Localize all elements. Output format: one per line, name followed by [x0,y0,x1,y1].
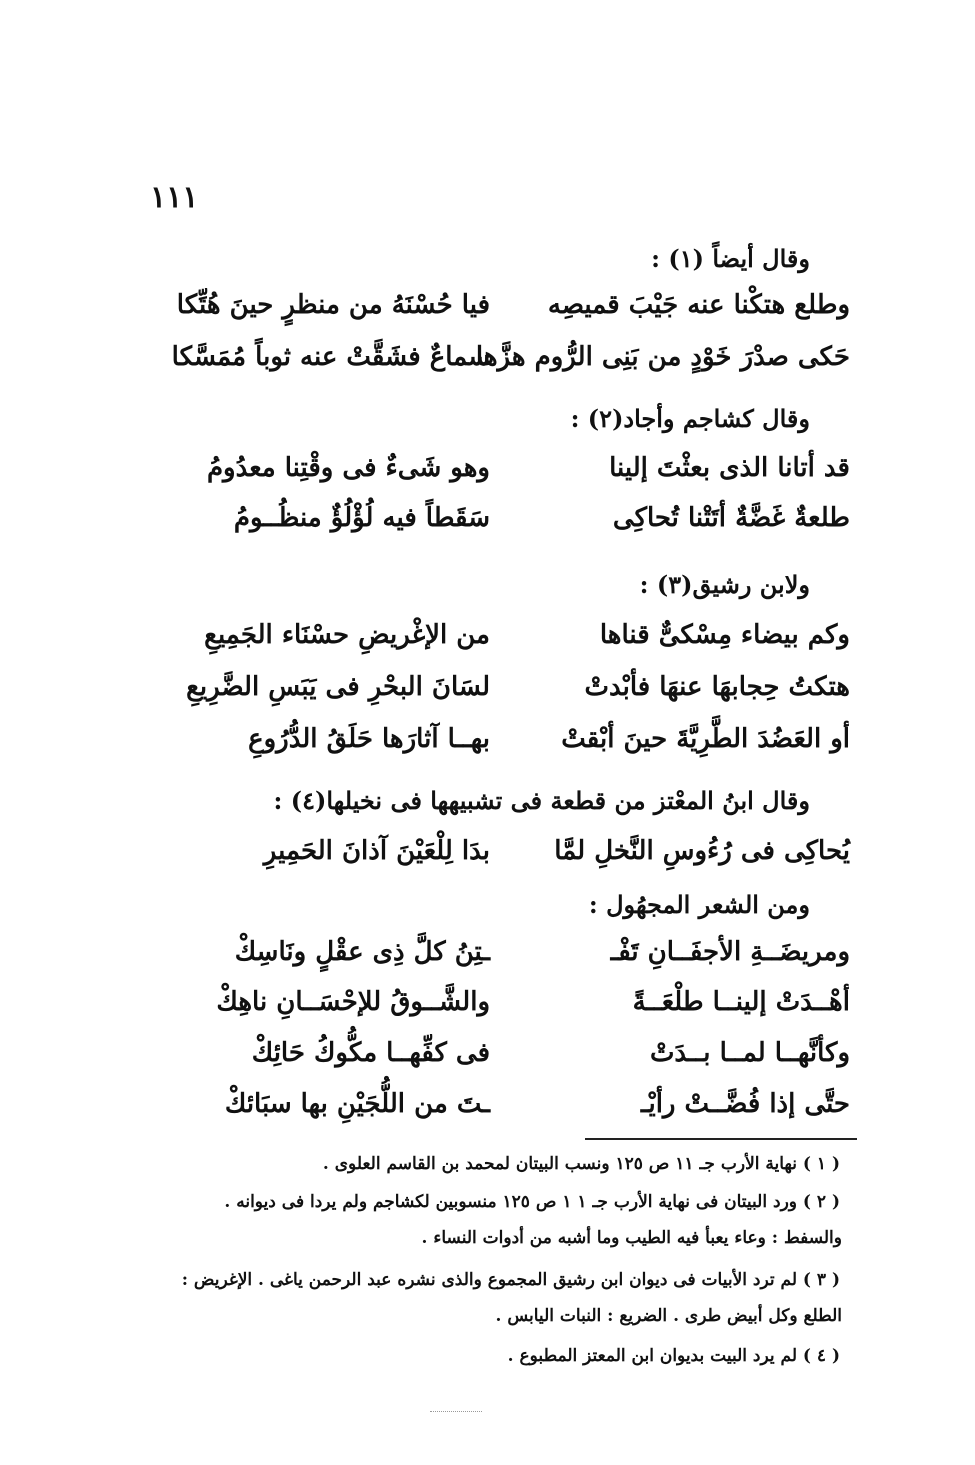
verse-first-hemistich: وكأنَّهــا لمــا بــدَتْ [649,1038,850,1068]
verse-line [160,836,850,880]
verse-line [160,724,850,768]
footnote-4: ( ٤ ) لم يرد البيت بديوان ابن المعتز المطبوع . [507,1346,840,1366]
verse-second-hemistich: ـتِنُ كلَّ ذِى عقْلٍ ونَاسِكْ [234,937,490,967]
verse-line [160,620,850,664]
verse-second-hemistich: وهو شَىءٌ فى وقْتِنا معدُومُ [206,453,490,483]
footnote-2-continued: والسفط : وعاء يعبأ فيه الطيب وما أشبه من أدوات النساء . [421,1228,842,1248]
section-heading: وقال أيضاً (١) : [651,244,810,273]
verse-line [160,342,850,386]
verse-second-hemistich: بدَا لِلْعَيْنَ آذانَ الحَمِيرِ [263,836,490,866]
footnote-divider [585,1138,857,1140]
verse-line [160,1089,850,1133]
page-number: ١١١ [150,180,199,215]
verse-first-hemistich: حتَّى إذا فُضَّــتْ رأيْـ [640,1089,850,1119]
verse-line [160,937,850,981]
section-heading: وقال ابنُ المعْتز من قطعة فى تشبيهها فى نخيلها(٤) : [273,786,810,815]
verse-second-hemistich: سَقَطاً فيه لُؤْلُؤٌ منظُــومُ [233,503,490,533]
verse-second-hemistich: سماعٌ فشَقَّتْ عنه ثوباً مُمَسَّكا [171,342,490,372]
verse-first-hemistich: يُحاكِى فى رُءُوسِ النَّخلِ لمَّا [554,836,850,866]
verse-second-hemistich: بهــا آثارَها حَلَقُ الدُّرُوعِ [248,724,490,754]
verse-line [160,1038,850,1082]
footnote-3: ( ٣ ) لم ترد الأبيات فى ديوان ابن رشيق المجموع والذى نشره عبد الرحمن ياغى . الإغريض : [181,1270,840,1290]
verse-line [160,453,850,497]
print-smudge [430,1411,482,1412]
verse-first-hemistich: قد أتانا الذى بعثْتَ إلينا [609,453,850,483]
verse-second-hemistich: لسَانَ البحْرِ فى يَبَسِ الضَّرِيعِ [186,672,490,702]
verse-line [160,672,850,716]
verse-first-hemistich: طلعةٌ غَضَّةٌ أتَتْنا تُحاكِى [612,503,850,533]
verse-second-hemistich: فيا حُسْنَهُ من منظرٍ حينَ هُتِّكا [176,290,490,320]
verse-first-hemistich: هتكتُ حِجابهَا عنهَا فأبْدتْ [584,672,850,702]
footnote-1: ( ١ ) نهاية الأرب جـ ١١ ص ١٢٥ ونسب البيتان لمحمد بن القاسم العلوى . [322,1154,840,1174]
verse-first-hemistich: أهْــدَتْ إلينــا طلْعَــةً [632,987,850,1017]
verse-first-hemistich: وطلع هتكْنا عنه جَيْبَ قميصِه [547,290,850,320]
verse-second-hemistich: والشَّــوقُ للإحْسَــانِ ناهِكْ [216,987,490,1017]
verse-first-hemistich: ومريضَــةِ الأجفَــانِ تَفْـ [610,937,850,967]
footnote-3-continued: الطلع وكل أبيض طرى . الضريع : النبات اليابس . [495,1306,842,1326]
verse-line [160,503,850,547]
verse-second-hemistich: من الإغْريضِ حسْنَاء الجَمِيعِ [204,620,490,650]
verse-line [160,290,850,334]
section-heading: ومن الشعر المجهُول : [588,890,810,919]
footnote-2: ( ٢ ) ورد البيتان فى نهاية الأرب جـ ١ ١ ص ١٢٥ منسوبين لكشاجم ولم يردا فى ديوانه . [224,1192,840,1212]
section-heading: وقال كشاجم وأجاد(٢) : [570,404,810,433]
verse-second-hemistich: ـتَ من اللُّجَيْنِ بها سبَائكْ [224,1089,490,1119]
verse-first-hemistich: حَكى صدْرَ خَوْدٍ من بَنِى الرُّوم هزَّها [475,342,850,372]
verse-first-hemistich: وكم بيضاء مِسْكىٌّ قناها [599,620,850,650]
verse-second-hemistich: فى كفِّهــا مكُّوكُ حَائِكْ [251,1038,490,1068]
section-heading: ولابن رشيق(٣) : [639,570,810,599]
verse-first-hemistich: أو العَضُدَ الطَّرِيَّةَ حينَ أبْقتْ [561,724,850,754]
verse-line [160,987,850,1031]
